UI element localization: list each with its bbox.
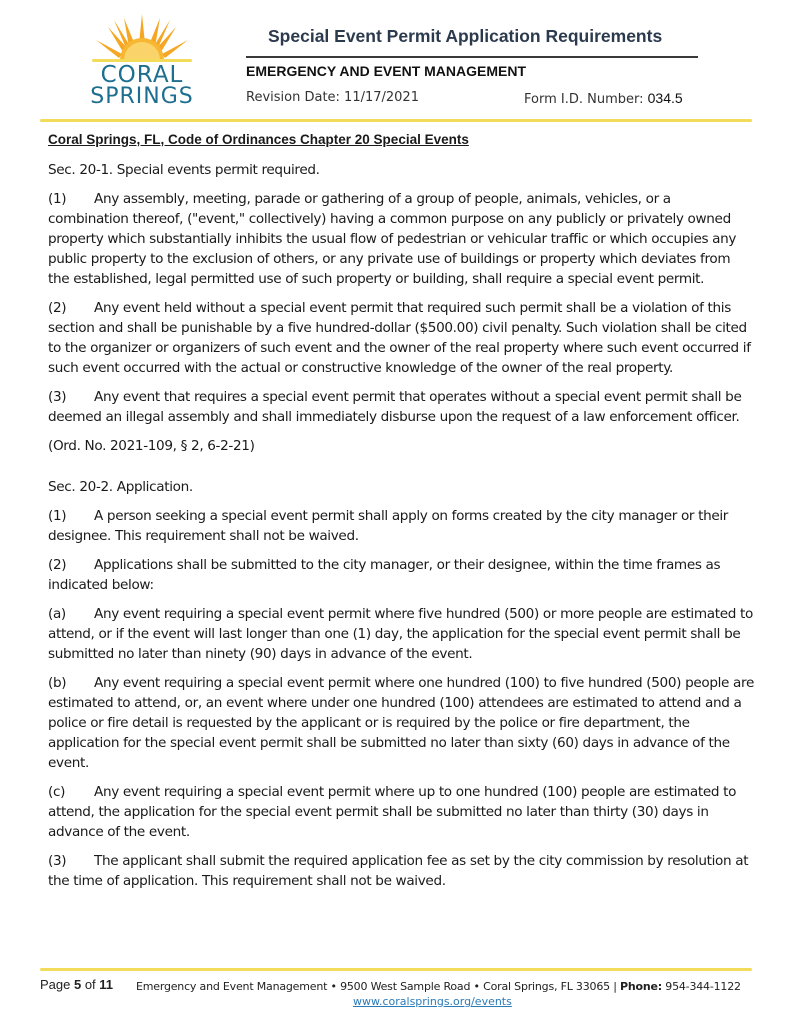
form-id-number: 034.5 — [647, 90, 683, 106]
revision-date: Revision Date: 11/17/2021 — [246, 90, 419, 105]
page-number: Page 5 of 11 — [40, 977, 114, 992]
logo-text-coral: CORAL — [100, 62, 184, 88]
sec1-item-2: (2) Any event held without a special event permit that required such permit shall be a violation of this section and shall be punishable by a five hundred-dollar ($500.00) civil penalty. Such violation shall be cited to the organizer or organizers of such event and the owner of the real property where such event occurred if such event occurred with the actual or constructive knowledge of the owner of the real property. — [48, 300, 751, 376]
document-title: Special Event Permit Application Requirements — [268, 26, 663, 46]
sec2-item-1: (1) A person seeking a special event permit shall apply on forms created by the city manager or their designee. This requirement shall not be waived. — [48, 508, 729, 544]
sec2-item-a: (a) Any event requiring a special event permit where five hundred (500) or more people are estimated to attend, or if the event will last longer than one (1) day, the application for the special event permit shall be submitted no later than ninety (90) days in advance of the event. — [48, 606, 753, 662]
document-body — [48, 130, 754, 900]
sec2-item-3: (3) The applicant shall submit the required application fee as set by the city commission by resolution at the time of application. This requirement shall not be waived. — [48, 853, 749, 889]
sec1-item-1: (1) Any assembly, meeting, parade or gathering of a group of people, animals, vehicles, or a combination thereof, ("event," collectively) having a common purpose on any publicly or privately owned property which substantially inhibits the usual flow of pedestrian or vehicular traffic or which occupies any public property to the exclusion of others, or any private use of buildings or property which deviates from the established, legal permitted use of such property or building, shall require a special event permit. — [48, 191, 737, 287]
sec2-item-b: (b) Any event requiring a special event permit where one hundred (100) to five hundred (500) people are estimated to attend, or, an event where under one hundred (100) attendees are estimated to attend and a police or fire detail is requested by the applicant or is required by the police or fire department, the application for the special event permit shall be submitted no later than sixty (60) days in advance of the event. — [48, 675, 754, 771]
department-name: EMERGENCY AND EVENT MANAGEMENT — [246, 63, 527, 79]
logo-text-springs: SPRINGS — [90, 84, 194, 109]
sec2-item-c: (c) Any event requiring a special event permit where up to one hundred (100) people are estimated to attend, the application for the special event permit shall be submitted no later than thirty (30) days in advance of the event. — [48, 784, 737, 840]
spacer — [48, 465, 754, 477]
chapter-heading: Coral Springs, FL, Code of Ordinances Chapter 20 Special Events — [48, 132, 469, 147]
footer-yellow-divider — [40, 968, 752, 971]
sec1-citation: (Ord. No. 2021-109, § 2, 6-2-21) — [48, 438, 255, 454]
sec1-item-3: (3) Any event that requires a special event permit that operates without a special event permit shall be deemed an illegal assembly and shall immediately disburse upon the request of a law enforcement officer. — [48, 389, 742, 425]
sec2-item-2: (2) Applications shall be submitted to the city manager, or their designee, within the time frames as indicated below: — [48, 557, 721, 593]
footer-address: Emergency and Event Management • 9500 West Sample Road • Coral Springs, FL 33065 | Phone: 954-344-1122 — [136, 980, 741, 993]
header-yellow-divider — [40, 119, 752, 122]
section-20-1-title: Sec. 20-1. Special events permit required. — [48, 162, 320, 178]
coral-springs-logo — [72, 14, 212, 114]
events-website-link[interactable]: www.coralsprings.org/events — [353, 995, 512, 1008]
header-divider — [246, 56, 698, 58]
form-id — [524, 90, 683, 107]
form-id-label: Form I.D. Number: — [524, 92, 644, 107]
section-20-2-title: Sec. 20-2. Application. — [48, 479, 193, 495]
